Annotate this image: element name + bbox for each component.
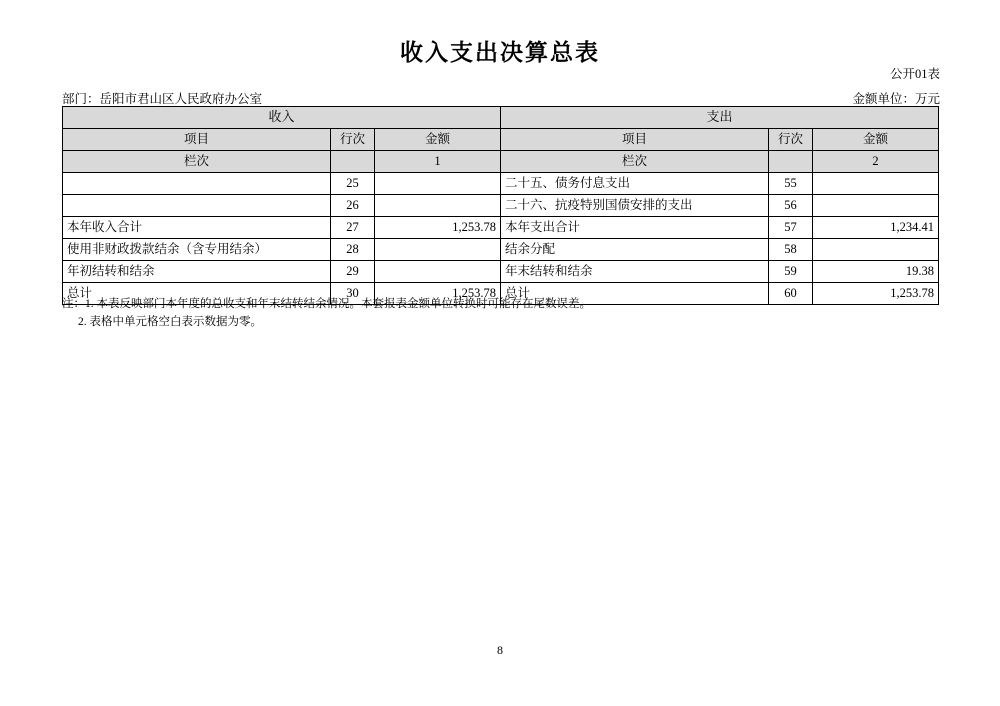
cell-income-item — [63, 195, 331, 217]
cell-expend-item: 二十五、债务付息支出 — [501, 173, 769, 195]
col-number-income-amount: 1 — [375, 151, 501, 173]
cell-income-amount — [375, 261, 501, 283]
cell-income-amount — [375, 239, 501, 261]
table-row — [63, 173, 939, 195]
table-row — [63, 217, 939, 239]
department-label: 部门：岳阳市君山区人民政府办公室 — [62, 92, 263, 106]
cell-expend-line: 60 — [769, 283, 813, 305]
col-number-income-line — [331, 151, 375, 173]
cell-income-line: 30 — [331, 283, 375, 305]
table-column-number-row — [63, 151, 939, 173]
page-number: 8 — [497, 643, 503, 657]
cell-expend-item: 年末结转和结余 — [501, 261, 769, 283]
page-title: 收入支出决算总表 — [400, 40, 600, 65]
cell-income-item — [63, 173, 331, 195]
group-header-expenditure: 支出 — [501, 107, 939, 129]
table-row — [63, 239, 939, 261]
col-number-expend-amount: 2 — [813, 151, 939, 173]
cell-income-item: 年初结转和结余 — [63, 261, 331, 283]
cell-expend-amount — [813, 173, 939, 195]
cell-income-line: 28 — [331, 239, 375, 261]
table-column-header-row — [63, 129, 939, 151]
cell-income-line: 27 — [331, 217, 375, 239]
col-number-income-item: 栏次 — [63, 151, 331, 173]
col-header-expend-amount: 金额 — [813, 129, 939, 151]
form-code-label: 公开01表 — [889, 67, 940, 81]
cell-expend-item: 结余分配 — [501, 239, 769, 261]
col-number-expend-line — [769, 151, 813, 173]
col-number-expend-item: 栏次 — [501, 151, 769, 173]
note-line-1: 注：1. 本表反映部门本年度的总收支和年末结转结余情况。本套报表金额单位转换时可能存在尾数误差。 — [62, 298, 591, 310]
note-line-2: 2. 表格中单元格空白表示数据为零。 — [78, 315, 262, 328]
cell-income-amount — [375, 195, 501, 217]
cell-expend-item: 本年支出合计 — [501, 217, 769, 239]
cell-income-amount: 1,253.78 — [375, 217, 501, 239]
table-notes — [62, 296, 591, 332]
cell-expend-line: 59 — [769, 261, 813, 283]
table-row — [63, 195, 939, 217]
col-header-expend-item: 项目 — [501, 129, 769, 151]
cell-expend-item: 二十六、抗疫特别国债安排的支出 — [501, 195, 769, 217]
cell-expend-amount: 1,253.78 — [813, 283, 939, 305]
cell-income-line: 25 — [331, 173, 375, 195]
table-row — [63, 261, 939, 283]
col-header-income-amount: 金额 — [375, 129, 501, 151]
cell-expend-line: 57 — [769, 217, 813, 239]
cell-expend-amount — [813, 239, 939, 261]
cell-expend-item: 总计 — [501, 283, 769, 305]
cell-income-item: 总计 — [63, 283, 331, 305]
cell-expend-line: 56 — [769, 195, 813, 217]
cell-expend-amount — [813, 195, 939, 217]
col-header-income-item: 项目 — [63, 129, 331, 151]
cell-income-line: 26 — [331, 195, 375, 217]
cell-income-amount: 1,253.78 — [375, 283, 501, 305]
cell-income-item: 本年收入合计 — [63, 217, 331, 239]
cell-expend-line: 55 — [769, 173, 813, 195]
cell-income-line: 29 — [331, 261, 375, 283]
table-group-header-row — [63, 107, 939, 129]
amount-unit-label: 金额单位：万元 — [852, 92, 940, 106]
cell-expend-amount: 19.38 — [813, 261, 939, 283]
budget-table — [62, 106, 939, 305]
cell-expend-line: 58 — [769, 239, 813, 261]
col-header-income-line: 行次 — [331, 129, 375, 151]
group-header-income: 收入 — [63, 107, 501, 129]
cell-income-item: 使用非财政拨款结余（含专用结余） — [63, 239, 331, 261]
cell-income-amount — [375, 173, 501, 195]
col-header-expend-line: 行次 — [769, 129, 813, 151]
cell-expend-amount: 1,234.41 — [813, 217, 939, 239]
